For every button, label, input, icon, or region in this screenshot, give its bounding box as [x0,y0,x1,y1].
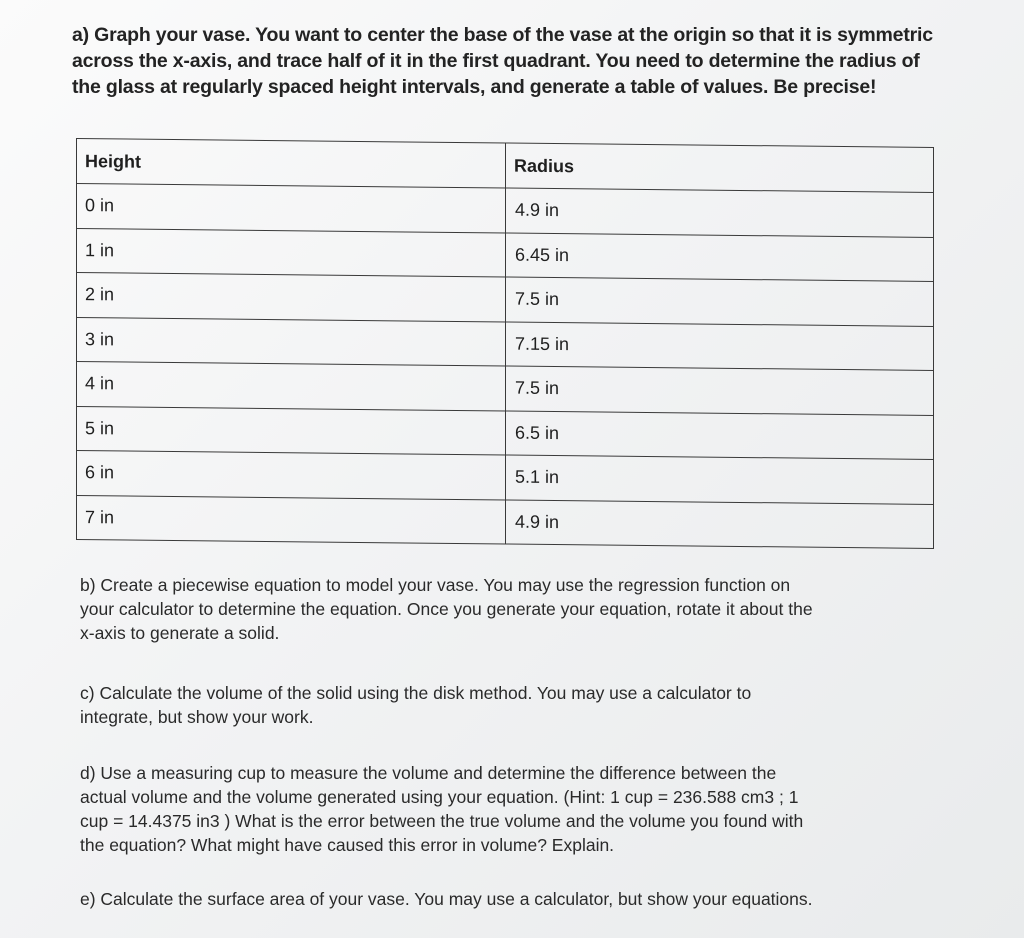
part-d-line-2: actual volume and the volume generated using your equation. (Hint: 1 cup = 236.588 cm3 ; 1 [80,787,799,807]
height-cell: 6 in [77,451,506,500]
height-cell: 2 in [77,273,506,322]
height-cell: 5 in [77,406,506,455]
radius-cell: 5.1 in [506,455,934,504]
part-b-line-1: b) Create a piecewise equation to model your vase. You may use the regression function on [80,575,791,595]
height-cell: 3 in [77,317,506,366]
part-a-line-1: a) Graph your vase. You want to center the base of the vase at the origin so that it is symmetric [72,24,933,46]
part-d-line-1: d) Use a measuring cup to measure the volume and determine the difference between the [80,763,777,783]
part-e-instructions [80,887,950,911]
values-table-container [76,138,944,540]
radius-cell: 4.9 in [506,499,934,548]
part-c-instructions [80,681,950,729]
part-a-instructions [72,22,962,100]
part-a-line-2: across the x-axis, and trace half of it in the first quadrant. You need to determine the radius of [72,50,920,72]
height-cell: 1 in [77,228,506,277]
radius-cell: 6.5 in [506,410,934,459]
height-cell: 0 in [77,184,506,233]
table-row [77,495,934,548]
radius-cell: 7.5 in [506,366,934,415]
part-e-line-1: e) Calculate the surface area of your vase. You may use a calculator, but show your equations. [80,889,813,909]
part-d-line-4: the equation? What might have caused this error in volume? Explain. [80,835,615,855]
part-c-line-1: c) Calculate the volume of the solid using the disk method. You may use a calculator to [80,683,752,703]
radius-cell: 6.45 in [506,232,934,281]
radius-cell: 4.9 in [506,188,934,237]
part-d-instructions [80,761,950,857]
height-cell: 4 in [77,362,506,411]
radius-cell: 7.5 in [506,277,934,326]
height-radius-table [76,138,934,549]
part-b-line-2: your calculator to determine the equation. Once you generate your equation, rotate it about the [80,599,813,619]
part-b-instructions [80,573,950,645]
part-d-line-3: cup = 14.4375 in3 ) What is the error between the true volume and the volume you found with [80,811,804,831]
part-c-line-2: integrate, but show your work. [80,707,314,727]
part-b-line-3: x-axis to generate a solid. [80,623,280,643]
radius-cell: 7.15 in [506,321,934,370]
height-cell: 7 in [77,495,506,544]
height-column-header: Height [77,139,506,188]
radius-column-header: Radius [506,143,934,192]
part-a-line-3: the glass at regularly spaced height intervals, and generate a table of values. Be precise! [72,76,877,98]
